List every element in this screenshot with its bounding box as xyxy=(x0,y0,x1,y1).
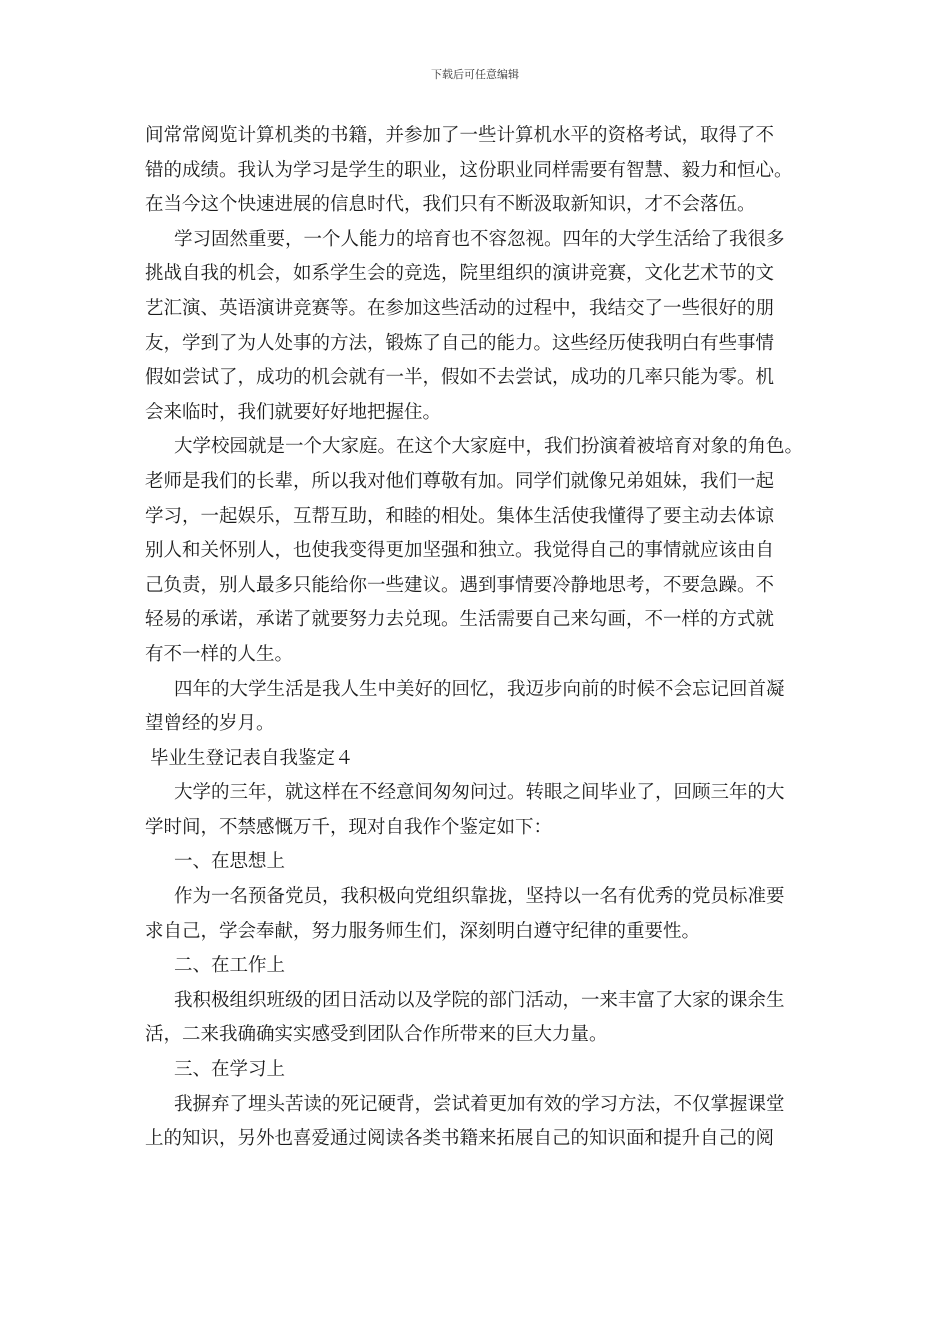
text-line: 间常常阅览计算机类的书籍，并参加了一些计算机水平的资格考试，取得了不 xyxy=(145,125,775,146)
text-line: 学时间，不禁感慨万千，现对自我作个鉴定如下： xyxy=(145,816,553,838)
text-line: 我积极组织班级的团日活动以及学院的部门活动，一来丰富了大家的课余生 xyxy=(174,989,785,1011)
text-line: 学习，一起娱乐，互帮互助，和睦的相处。集体生活使我懂得了要主动去体谅 xyxy=(145,505,775,527)
text-line: 挑战自我的机会，如系学生会的竞选，院里组织的演讲竞赛，文化艺术节的文 xyxy=(145,263,775,285)
text-line: 学习固然重要，一个人能力的培育也不容忽视。四年的大学生活给了我很多 xyxy=(174,228,785,250)
text-line: 轻易的承诺，承诺了就要努力去兑现。生活需要自己来勾画，不一样的方式就 xyxy=(145,609,775,631)
text-line: 一、在思想上 xyxy=(174,851,286,873)
text-line: 望曾经的岁月。 xyxy=(145,713,275,735)
text-line: 别人和关怀别人，也使我变得更加坚强和独立。我觉得自己的事情就应该由自 xyxy=(145,540,775,562)
text-line: 假如尝试了，成功的机会就有一半，假如不去尝试，成功的几率只能为零。机 xyxy=(145,367,775,389)
document-body xyxy=(145,119,810,1157)
text-line: 求自己，学会奉献，努力服务师生们，深刻明白遵守纪律的重要性。 xyxy=(145,920,701,942)
text-line: 在当今这个快速进展的信息时代，我们只有不断汲取新知识，才不会落伍。 xyxy=(145,194,756,216)
section-heading: 毕业生登记表自我鉴定４ xyxy=(150,747,354,769)
text-line: 会来临时，我们就要好好地把握住。 xyxy=(145,401,442,423)
text-line: 四年的大学生活是我人生中美好的回忆，我迈步向前的时候不会忘记回首凝 xyxy=(174,678,785,700)
text-line: 有不一样的人生。 xyxy=(145,643,294,665)
text-line: 大学的三年，就这样在不经意间匆匆问过。转眼之间毕业了，回顾三年的大 xyxy=(174,782,785,804)
text-line: 活，二来我确确实实感受到团队合作所带来的巨大力量。 xyxy=(145,1024,608,1046)
text-line: 作为一名预备党员，我积极向党组织靠拢，坚持以一名有优秀的党员标准要 xyxy=(174,886,785,908)
text-line: 大学校园就是一个大家庭。在这个大家庭中，我们扮演着被培育对象的角色。 xyxy=(174,436,804,458)
text-line: 我摒弃了埋头苦读的死记硬背，尝试着更加有效的学习方法，不仅掌握课堂 xyxy=(174,1093,785,1115)
text-line: 己负责，别人最多只能给你一些建议。遇到事情要冷静地思考，不要急躁。不 xyxy=(145,574,775,596)
text-line: 友，学到了为人处事的方法，锻炼了自己的能力。这些经历使我明白有些事情 xyxy=(145,332,775,354)
text-line: 艺汇演、英语演讲竞赛等。在参加这些活动的过程中，我结交了一些很好的朋 xyxy=(145,297,775,319)
text-line: 错的成绩。我认为学习是学生的职业，这份职业同样需要有智慧、毅力和恒心。 xyxy=(145,159,793,181)
text-line: 三、在学习上 xyxy=(174,1059,286,1081)
text-line: 二、在工作上 xyxy=(174,955,286,977)
page-header-note: 下载后可任意编辑 xyxy=(431,68,519,81)
text-line: 老师是我们的长辈，所以我对他们尊敬有加。同学们就像兄弟姐妹，我们一起 xyxy=(145,470,775,492)
text-line: 上的知识，另外也喜爱通过阅读各类书籍来拓展自己的知识面和提升自己的阅 xyxy=(145,1128,775,1150)
